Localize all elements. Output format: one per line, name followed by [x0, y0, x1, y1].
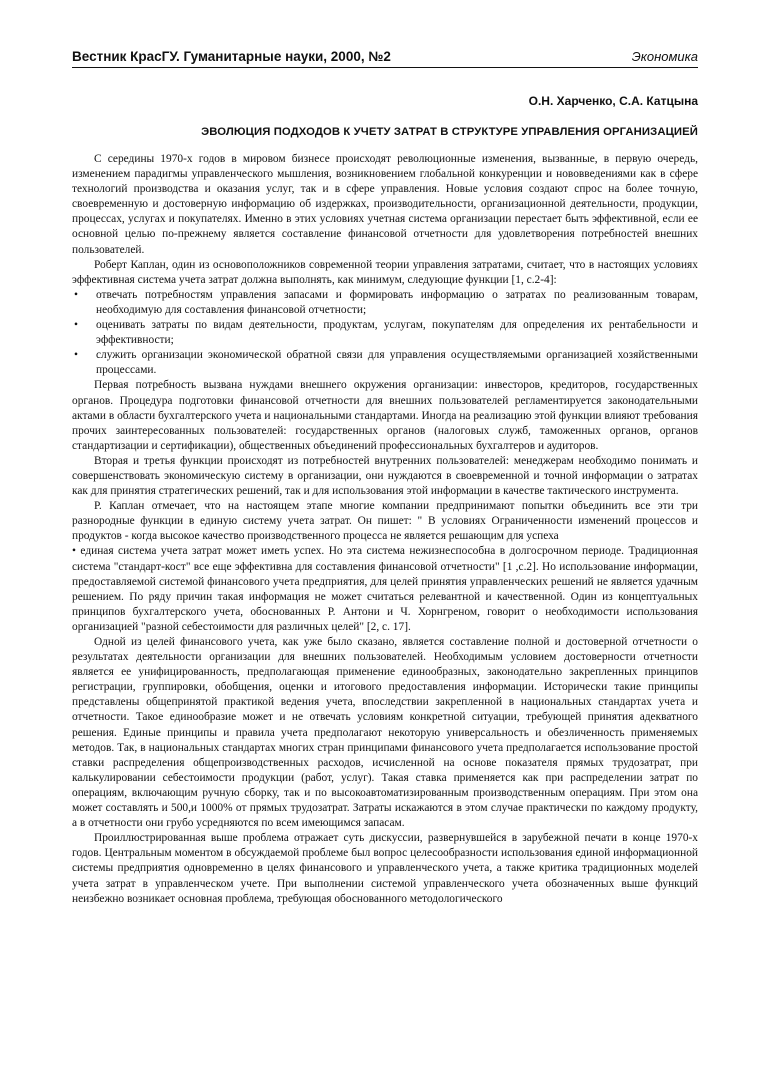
- functions-list: [72, 288, 698, 379]
- bullet-icon: •: [74, 349, 78, 362]
- article-authors: О.Н. Харченко, С.А. Катцына: [528, 94, 698, 108]
- journal-title: Вестник КрасГУ. Гуманитарные науки, 2000, №2: [72, 49, 391, 64]
- paragraph-2: Роберт Каплан, один из основоположников современной теории управления затратами, считает, что в настоящих условиях эффективная система учета затрат должна выполнять, как минимум, следующие функции [1, с.2-4]:: [72, 258, 698, 286]
- paragraph-8: Проиллюстрированная выше проблема отражает суть дискуссии, развернувшейся в зарубежной печати в конце 1970-х годов. Центральным моментом в обсуждаемой проблеме был вопрос целесообразности использования единой информационной системы предприятия одновременно в целях финансового и управленческого учета, а также критика традиционных моделей учета затрат в управленческом учете. При выполнении системой управленческого учета обозначенных выше функций неизбежно возникает основная проблема, требующая обоснованного методологического: [72, 832, 698, 905]
- paragraph-3: Первая потребность вызвана нуждами внешнего окружения организации: инвесторов, кредиторов, государственных органов. Процедура подготовки финансовой отчетности для внешних пользователей регламентируется законодательными актами в области бухгалтерского учета и национальными стандартами. Иногда на реализацию этой функции влияют требования прочих заинтересованных пользователей: государственных органов (налоговых служб, таможенных органов, органов стандартизации и сертификации), общественных объединений профессиональных бухгалтеров и аудиторов.: [72, 379, 698, 452]
- paragraph-6: • единая система учета затрат может иметь успех. Но эта система нежизнеспособна в долгосрочном периоде. Традиционная система "стандарт-кост" все еще эффективна для составления финансовой отчетности" [1 ,с.2]. Но использование информации, предоставляемой системой финансового учета предприятия, для целей принятия управленческих решений не является удачным решением. По ряду причин такая информация не может считаться релевантной и качественной. Один из концептуальных принципов бухгалтерского учета, обоснованных Р. Антони и Ч. Хорнгреном, говорит о необходимости использования организацией "разной себестоимости для различных целей" [2, с. 17].: [72, 545, 698, 633]
- list-item: [72, 318, 698, 348]
- article-title: ЭВОЛЮЦИЯ ПОДХОДОВ К УЧЕТУ ЗАТРАТ В СТРУКТУРЕ УПРАВЛЕНИЯ ОРГАНИЗАЦИЕЙ: [201, 126, 698, 138]
- article-body: [72, 152, 698, 907]
- bullet-icon: •: [74, 288, 78, 301]
- list-item: [72, 348, 698, 378]
- section-name: Экономика: [631, 49, 698, 64]
- list-item-text: оценивать затраты по видам деятельности, продуктам, услугам, покупателям для определения их рентабельности и эффективности;: [96, 319, 698, 347]
- list-item-text: отвечать потребностям управления запасами и формировать информацию о затратах по реализованным товарам, необходимую для составления финансовой отчетности;: [96, 288, 698, 316]
- header-rule: [72, 67, 698, 68]
- paragraph-7: Одной из целей финансового учета, как уже было сказано, является составление полной и достоверной отчетности о результатах деятельности организации для внешних пользователей. Необходимым условием достоверности отчетности является ее унифицированность, предполагающая применение единообразных, законодательно закрепленных принципов регистрации, группировки, обобщения, оценки и итогового предоставления информации. Исторически такие принципы представлены общепринятой практикой ведения учета, впоследствии закрепленной в национальных стандартах учета и отчетности. Такое единообразие может и не отвечать условиям конкретной ситуации, требующей принятия адекватного решения. Единые принципы и правила учета предполагают некоторую универсальность и обезличенность применяемых методов. Так, в национальных стандартах многих стран принципами финансового учета предполагается использование простой ставки распределения общепроизводственных расходов, исчисленной на основе показателя прямых трудозатрат, при калькулировании себестоимости продукции (работ, услуг). Такая ставка применяется как при распределении затрат по операциям, включающим ручную сборку, так и по высокоавтоматизированным производственным операциям. При этом она может составлять и 500,и 1000% от прямых трудозатрат. Затраты искажаются в этом случае практически по каждому продукту, а в отчетности они грубо усредняются по всем имеющимся запасам.: [72, 636, 698, 830]
- paragraph-1: С середины 1970-х годов в мировом бизнесе происходят революционные изменения, вызванные, в первую очередь, изменением парадигмы управленческого мышления, возникновением глобальной конкуренции и нововведениями как в сфере технологий производства и оказания услуг, так и в сфере управления. Новые условия создают спрос на более точную, своевременную и достоверную информацию об издержках, производительности, организационной деятельности, продукции, процессах, услугах и покупателях. Именно в этих условиях учетная система организации перестает быть эффективной, если ее основной целью по-прежнему является составление финансовой отчетности для удовлетворения потребностей внешних пользователей.: [72, 153, 698, 256]
- bullet-icon: •: [74, 319, 78, 332]
- list-item: [72, 288, 698, 318]
- paragraph-4: Вторая и третья функции происходят из потребностей внутренних пользователей: менеджерам необходимо понимать и совершенствовать экономическую систему в организации, они нуждаются в своевременной и точной информации о затратах как для принятия стратегических решений, так и для использования этой информации в качестве тактического инструмента.: [72, 454, 698, 498]
- list-item-text: служить организации экономической обратной связи для управления осуществляемыми организацией хозяйственными процессами.: [96, 349, 698, 377]
- running-header: [72, 44, 698, 64]
- paragraph-5: Р. Каплан отмечает, что на настоящем этапе многие компании предпринимают попытки объединить все эти три разнородные функции в единую систему учета затрат. Он пишет: " В условиях Ограниченности изменений процессов и продуктов - когда высокое качество производственного процесса не является решающим для успеха: [72, 500, 698, 543]
